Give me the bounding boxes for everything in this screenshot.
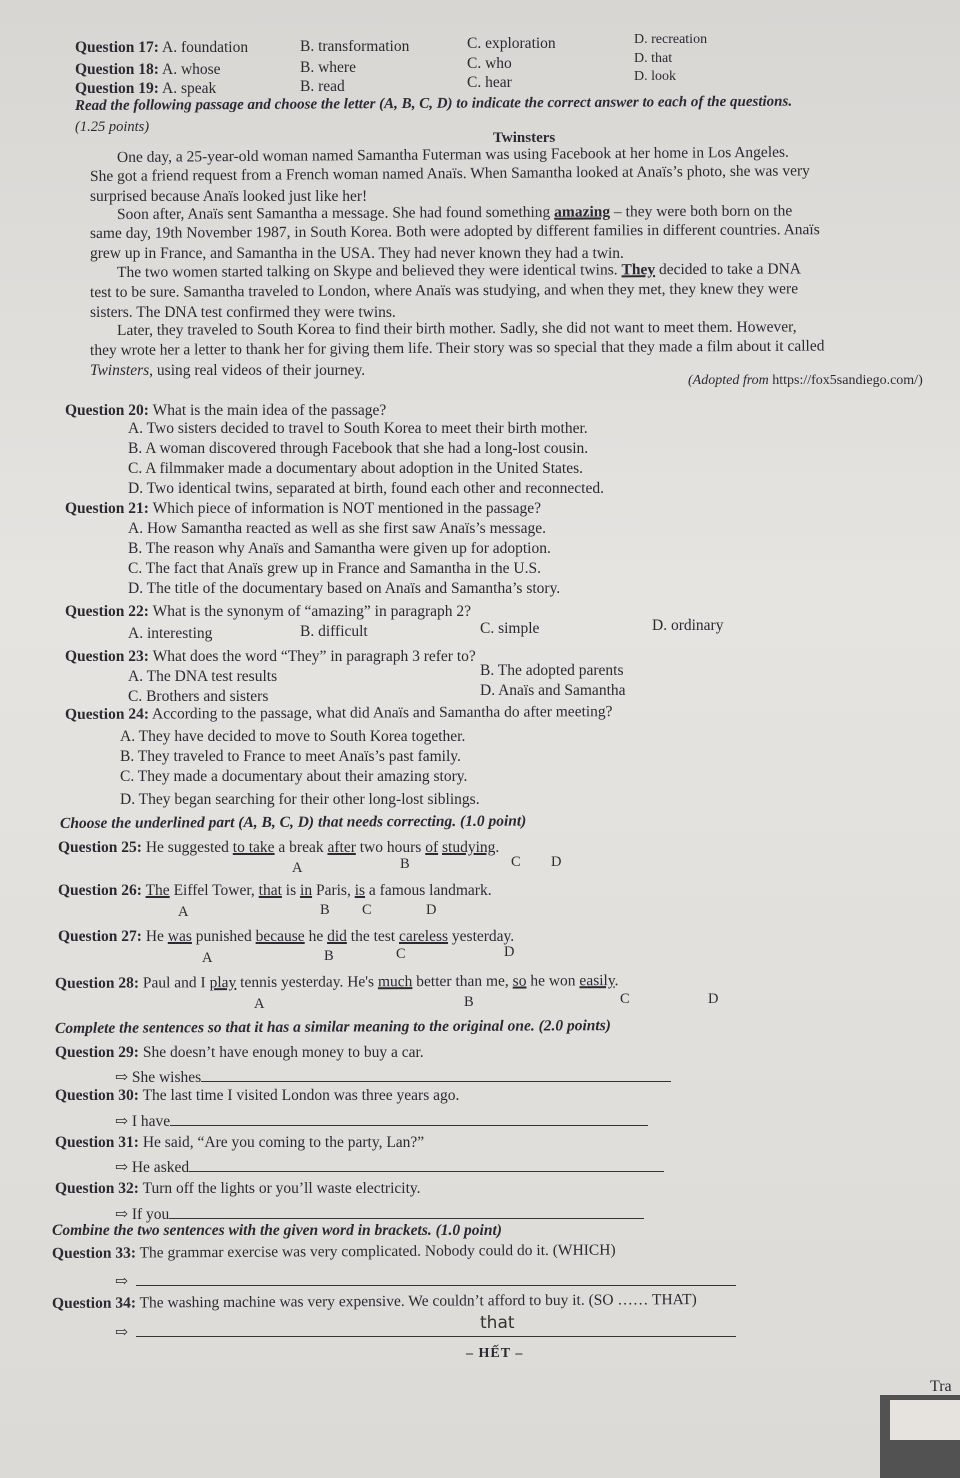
- q32-answer-line[interactable]: [169, 1204, 644, 1219]
- q24-option-c: C. They made a documentary about their amazing story.: [120, 768, 468, 785]
- q25-part-a: to take: [232, 839, 275, 856]
- passage-source: (Adopted from https://fox5sandiego.com/): [688, 373, 923, 388]
- q24-option-b: B. They traveled to France to meet Anaïs’s past family.: [120, 748, 461, 765]
- passage-line: Later, they traveled to South Korea to find their birth mother. Sadly, she did not want to meet them. However,: [116, 318, 797, 339]
- q22-option-a: A. interesting: [128, 625, 213, 642]
- q30-answer: ⇨ I have: [115, 1111, 648, 1131]
- q32-stem: Question 32: Turn off the lights or you’ll waste electricity.: [55, 1180, 421, 1197]
- passage-line: test to be sure. Samantha traveled to London, where Anaïs was studying, and when they met, they knew they were: [89, 280, 799, 301]
- passage-line: She got a friend request from a French woman named Anaïs. When Samantha looked at Anaïs’s photo, she was very: [89, 162, 810, 185]
- q19-option-d: D. look: [634, 69, 676, 84]
- q25-sentence: Question 25: He suggested to take a break after two hours of studying.: [58, 839, 500, 856]
- q30-answer-line[interactable]: [170, 1111, 648, 1126]
- q21-stem: Question 21: Which piece of information is NOT mentioned in the passage?: [65, 500, 541, 517]
- q26-letter-a: A: [178, 904, 189, 920]
- q26-part-c: in: [300, 882, 313, 899]
- q17-option-d: D. recreation: [634, 32, 708, 47]
- q20-option-a: A. Two sisters decided to travel to South Korea to meet their birth mother.: [128, 420, 588, 437]
- q34-answer-line[interactable]: [136, 1322, 736, 1337]
- q29-stem: Question 29: She doesn’t have enough money to buy a car.: [55, 1044, 424, 1061]
- q21-option-a: A. How Samantha reacted as well as she first saw Anaïs’s message.: [128, 520, 546, 537]
- q19-option-b: B. read: [300, 78, 345, 95]
- q29-answer: ⇨ She wishes: [115, 1067, 671, 1087]
- q21-option-c: C. The fact that Anaïs grew up in France and Samantha in the U.S.: [128, 560, 541, 577]
- q27-part-c: did: [327, 928, 347, 945]
- q18-option-c: C. who: [467, 55, 512, 72]
- q26-part-a: The: [145, 882, 170, 899]
- q28-letter-c: C: [620, 991, 630, 1007]
- q26-part-b: that: [258, 882, 282, 899]
- q25-letter-c: C: [511, 854, 521, 870]
- q24-option-d: D. They began searching for their other long-lost siblings.: [120, 791, 480, 808]
- q20-stem: Question 20: What is the main idea of the passage?: [65, 402, 387, 419]
- q27-letter-b: B: [324, 948, 334, 964]
- q25-letter-d: D: [551, 854, 562, 870]
- q17-option-b: B. transformation: [300, 38, 410, 55]
- q19-row: Question 19: A. speak: [75, 80, 217, 97]
- q33-answer: ⇨: [115, 1271, 736, 1291]
- q27-letter-c: C: [396, 946, 406, 962]
- q21-option-d: D. The title of the documentary based on Anaïs and Samantha’s story.: [128, 580, 561, 597]
- q17-option-c: C. exploration: [467, 35, 556, 52]
- error-section-instruction: Choose the underlined part (A, B, C, D) that needs correcting. (1.0 point): [59, 812, 527, 832]
- q27-part-a: was: [167, 928, 192, 945]
- q24-stem: Question 24: According to the passage, what did Anaïs and Samantha do after meeting?: [64, 703, 613, 723]
- q25-letter-b: B: [400, 856, 410, 872]
- q20-option-d: D. Two identical twins, separated at birth, found each other and reconnected.: [128, 480, 604, 497]
- q28-letter-a: A: [254, 996, 265, 1012]
- reading-instruction: Read the following passage and choose the letter (A, B, C, D) to indicate the correct answer to each of the questions.: [74, 93, 793, 114]
- q34-stem: Question 34: The washing machine was very expensive. We couldn’t afford to buy it. (SO …… THAT): [51, 1291, 697, 1312]
- rewrite-section-instruction: Complete the sentences so that it has a similar meaning to the original one. (2.0 points): [54, 1017, 611, 1037]
- passage-line: grew up in France, and Samantha in the USA. They had never known they had a twin.: [90, 245, 624, 262]
- q19-option-c: C. hear: [467, 74, 512, 91]
- q18-row: Question 18: A. whose: [75, 61, 221, 78]
- q28-part-c: so: [512, 972, 527, 990]
- q26-part-d: is: [354, 882, 366, 899]
- q18-option-b: B. where: [300, 59, 356, 76]
- q33-stem: Question 33: The grammar exercise was very complicated. Nobody could do it. (WHICH): [51, 1241, 616, 1262]
- q26-sentence: Question 26: The Eiffel Tower, that is in Paris, is a famous landmark.: [58, 882, 492, 899]
- underlined-they: They: [621, 261, 656, 279]
- end-marker: – HẾT –: [466, 1346, 524, 1361]
- passage-line: Soon after, Anaïs sent Samantha a message. She had found something amazing – they were both born on the: [116, 202, 793, 223]
- passage-line: same day, 19th November 1987, in South Korea. Both were adopted by different families in different countries. Anaïs: [89, 221, 820, 242]
- q28-part-a: play: [209, 974, 237, 992]
- q26-letter-d: D: [426, 902, 437, 918]
- q27-part-b: because: [255, 928, 305, 945]
- q25-part-d: studying: [442, 839, 496, 856]
- q31-answer: ⇨ He asked: [115, 1157, 664, 1177]
- q28-part-b: much: [377, 973, 413, 991]
- q27-letter-d: D: [504, 944, 515, 960]
- q23-option-a: A. The DNA test results: [128, 668, 278, 685]
- q20-option-c: C. A filmmaker made a documentary about adoption in the United States.: [128, 460, 583, 477]
- q21-option-b: B. The reason why Anaïs and Samantha were given up for adoption.: [128, 540, 551, 557]
- passage-line: Twinsters, using real videos of their journey.: [90, 362, 366, 379]
- underlined-amazing: amazing: [554, 203, 611, 221]
- q29-answer-line[interactable]: [201, 1067, 671, 1082]
- q25-letter-a: A: [292, 860, 303, 876]
- q24-option-a: A. They have decided to move to South Korea together.: [120, 728, 466, 745]
- q27-part-d: careless: [398, 928, 449, 945]
- q18-option-d: D. that: [634, 51, 673, 66]
- background-paper-scrap: [890, 1400, 960, 1440]
- q34-answer: ⇨: [115, 1322, 736, 1342]
- q27-letter-a: A: [202, 950, 213, 966]
- q25-part-b: after: [327, 839, 356, 856]
- handwritten-that: that: [480, 1313, 515, 1333]
- q31-answer-line[interactable]: [189, 1157, 664, 1172]
- q22-option-d: D. ordinary: [652, 617, 724, 634]
- q22-stem: Question 22: What is the synonym of “amazing” in paragraph 2?: [65, 603, 472, 620]
- passage-line: One day, a 25-year-old woman named Samantha Futerman was using Facebook at her home in Los Angeles.: [116, 143, 789, 166]
- q28-part-d: easily: [579, 972, 615, 990]
- q26-letter-c: C: [362, 902, 372, 918]
- q23-option-d: D. Anaïs and Samantha: [480, 682, 626, 699]
- combine-section-instruction: Combine the two sentences with the given word in brackets. (1.0 point): [52, 1222, 502, 1239]
- q22-option-b: B. difficult: [300, 623, 368, 640]
- q28-letter-d: D: [708, 991, 719, 1007]
- passage-line: surprised because Anaïs looked just like her!: [90, 188, 368, 205]
- q33-answer-line[interactable]: [136, 1271, 736, 1286]
- q28-sentence: Question 28: Paul and I play tennis yesterday. He's much better than me, so he won easily.: [54, 972, 619, 992]
- q20-option-b: B. A woman discovered through Facebook that she had a long-lost cousin.: [128, 440, 589, 457]
- q23-option-c: C. Brothers and sisters: [128, 688, 269, 705]
- q25-part-c: of: [425, 839, 439, 856]
- q22-option-c: C. simple: [480, 620, 540, 637]
- passage-title: Twinsters: [493, 130, 556, 146]
- q23-option-b: B. The adopted parents: [480, 662, 624, 679]
- passage-line: sisters. The DNA test confirmed they were twins.: [90, 304, 396, 321]
- q23-stem: Question 23: What does the word “They” in paragraph 3 refer to?: [65, 648, 476, 665]
- passage-line: they wrote her a letter to thank her for giving them life. Their story was so special that they made a film about it called: [89, 337, 825, 359]
- q26-letter-b: B: [320, 902, 330, 918]
- q28-letter-b: B: [464, 994, 474, 1010]
- reading-points: (1.25 points): [75, 119, 150, 135]
- passage-line: The two women started talking on Skype and believed they were identical twins. They decided to take a DNA: [116, 260, 802, 281]
- q17-row: Question 17: A. foundation: [75, 39, 249, 56]
- page-edge-text: Tra: [930, 1378, 952, 1395]
- q27-sentence: Question 27: He was punished because he did the test careless yesterday.: [58, 928, 515, 945]
- q30-stem: Question 30: The last time I visited London was three years ago.: [55, 1087, 460, 1104]
- q32-answer: ⇨ If you: [115, 1204, 644, 1224]
- q31-stem: Question 31: He said, “Are you coming to the party, Lan?”: [55, 1134, 425, 1151]
